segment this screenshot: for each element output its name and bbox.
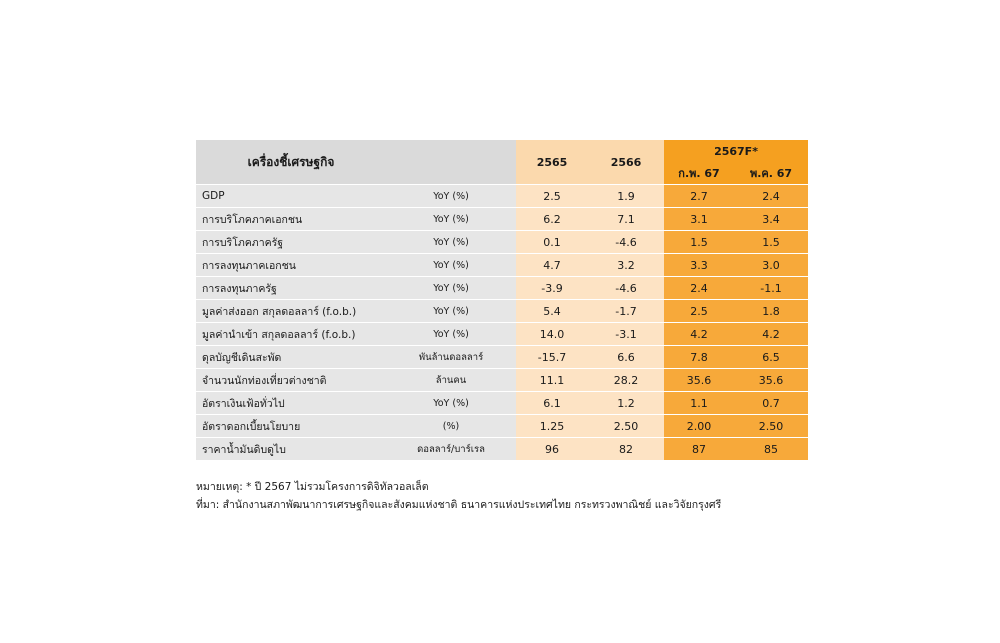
forecast-may-67: 2.50 [734,415,808,438]
indicator-unit: (%) [386,415,516,438]
indicator-name: การลงทุนภาคเอกชน [196,254,386,277]
value-2566: 1.2 [588,392,664,415]
indicator-name: จำนวนนักท่องเที่ยวต่างชาติ [196,369,386,392]
indicator-name: อัตราเงินเฟ้อทั่วไป [196,392,386,415]
value-2566: -1.7 [588,300,664,323]
forecast-may-67: 3.4 [734,208,808,231]
forecast-may-67: -1.1 [734,277,808,300]
value-2566: -3.1 [588,323,664,346]
table-row [196,369,808,392]
table-row [196,254,808,277]
indicator-unit: YoY (%) [386,277,516,300]
value-2566: 7.1 [588,208,664,231]
forecast-may-67: 3.0 [734,254,808,277]
indicator-unit: ดอลลาร์/บาร์เรล [386,438,516,461]
forecast-may-67: 2.4 [734,185,808,208]
forecast-may-67: 4.2 [734,323,808,346]
indicator-name: การบริโภคภาคเอกชน [196,208,386,231]
value-2566: 2.50 [588,415,664,438]
indicator-unit: YoY (%) [386,254,516,277]
indicator-name: ราคาน้ำมันดิบดูไบ [196,438,386,461]
indicator-unit: YoY (%) [386,185,516,208]
value-2565: 11.1 [516,369,588,392]
forecast-may-67: 1.5 [734,231,808,254]
indicator-unit: YoY (%) [386,300,516,323]
notes-section [196,478,816,514]
table-row [196,185,808,208]
value-2566: 28.2 [588,369,664,392]
value-2565: -15.7 [516,346,588,369]
remark-note: หมายเหตุ: * ปี 2567 ไม่รวมโครงการดิจิทัลวอลเล็ต [196,481,429,493]
forecast-feb-67: 2.7 [664,185,734,208]
forecast-feb-67: 87 [664,438,734,461]
value-2566: -4.6 [588,231,664,254]
table-row [196,392,808,415]
table-row [196,346,808,369]
forecast-feb-67: 2.4 [664,277,734,300]
indicator-unit: YoY (%) [386,231,516,254]
forecast-may-67: 85 [734,438,808,461]
header-forecast-feb: ก.พ. 67 [664,162,734,185]
header-year-2565: 2565 [516,140,588,185]
forecast-feb-67: 7.8 [664,346,734,369]
indicator-unit: พันล้านดอลลาร์ [386,346,516,369]
forecast-may-67: 6.5 [734,346,808,369]
header-forecast-2567: 2567F* [664,140,808,162]
table-row [196,415,808,438]
indicator-name: GDP [196,185,386,208]
forecast-feb-67: 2.5 [664,300,734,323]
forecast-may-67: 0.7 [734,392,808,415]
header-forecast-may: พ.ค. 67 [734,162,808,185]
forecast-feb-67: 2.00 [664,415,734,438]
source-note: ที่มา: สำนักงานสภาพัฒนาการเศรษฐกิจและสังคมแห่งชาติ ธนาคารแห่งประเทศไทย กระทรวงพาณิชย์ และวิจัยกรุงศรี [196,499,722,511]
table-row [196,231,808,254]
economic-indicators-table [196,140,808,461]
forecast-feb-67: 1.1 [664,392,734,415]
value-2566: 6.6 [588,346,664,369]
header-indicator: เครื่องชี้เศรษฐกิจ [196,140,386,185]
table-row [196,438,808,461]
forecast-feb-67: 4.2 [664,323,734,346]
value-2565: 0.1 [516,231,588,254]
value-2565: 4.7 [516,254,588,277]
value-2566: 82 [588,438,664,461]
indicator-name: มูลค่าส่งออก สกุลดอลลาร์ (f.o.b.) [196,300,386,323]
value-2566: 1.9 [588,185,664,208]
forecast-feb-67: 1.5 [664,231,734,254]
value-2565: 1.25 [516,415,588,438]
value-2565: 2.5 [516,185,588,208]
forecast-feb-67: 35.6 [664,369,734,392]
value-2566: -4.6 [588,277,664,300]
indicator-name: อัตราดอกเบี้ยนโยบาย [196,415,386,438]
value-2566: 3.2 [588,254,664,277]
indicator-unit: ล้านคน [386,369,516,392]
indicator-unit: YoY (%) [386,323,516,346]
table-row [196,323,808,346]
value-2565: 6.1 [516,392,588,415]
table-row [196,277,808,300]
indicator-unit: YoY (%) [386,208,516,231]
value-2565: 5.4 [516,300,588,323]
table-body [196,185,808,461]
table-row [196,300,808,323]
indicator-name: การลงทุนภาครัฐ [196,277,386,300]
table-row [196,208,808,231]
indicator-name: การบริโภคภาครัฐ [196,231,386,254]
header-unit [386,140,516,185]
value-2565: 6.2 [516,208,588,231]
forecast-may-67: 1.8 [734,300,808,323]
header-year-2566: 2566 [588,140,664,185]
forecast-feb-67: 3.1 [664,208,734,231]
indicator-name: ดุลบัญชีเดินสะพัด [196,346,386,369]
value-2565: 96 [516,438,588,461]
forecast-feb-67: 3.3 [664,254,734,277]
value-2565: -3.9 [516,277,588,300]
indicator-name: มูลค่านำเข้า สกุลดอลลาร์ (f.o.b.) [196,323,386,346]
indicator-unit: YoY (%) [386,392,516,415]
forecast-may-67: 35.6 [734,369,808,392]
value-2565: 14.0 [516,323,588,346]
